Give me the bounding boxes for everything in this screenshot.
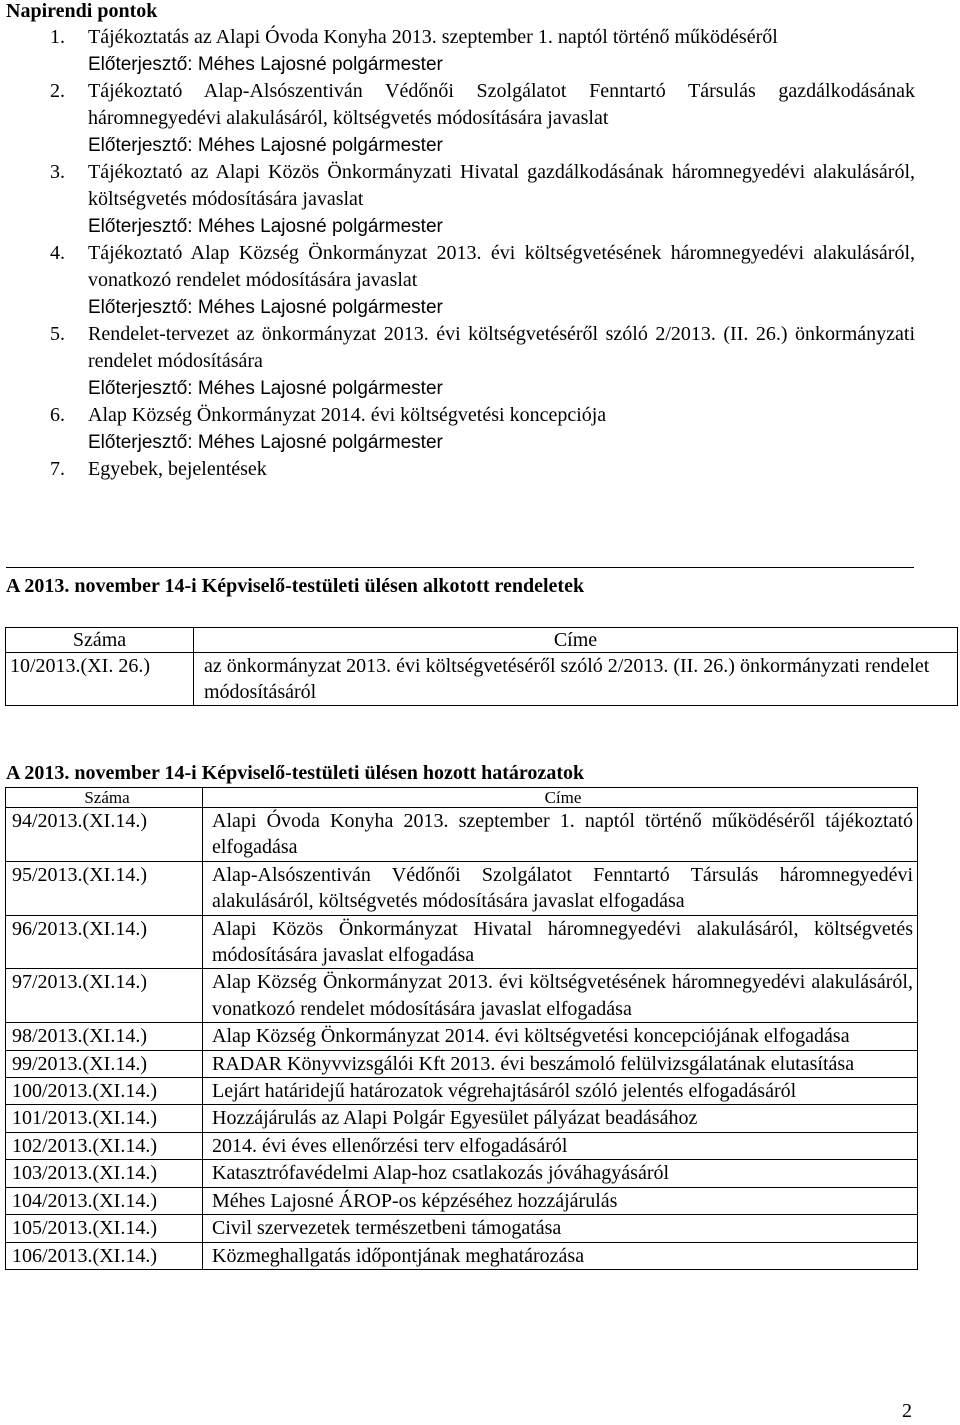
hatarozat-title: Civil szervezetek természetbeni támogatása	[203, 1215, 918, 1242]
hatarozat-number: 97/2013.(XI.14.)	[6, 969, 203, 1023]
agenda-item	[0, 78, 915, 159]
column-header-number: Száma	[6, 628, 194, 653]
hatarozat-number: 99/2013.(XI.14.)	[6, 1050, 203, 1077]
hatarozat-title: Alap-Alsószentiván Védőnői Szolgálatot Fenntartó Társulás háromnegyedévi alakulásáról, költségvetés módosítására javaslat elfogadása	[203, 861, 918, 915]
agenda-presenter: Előterjesztő: Méhes Lajosné polgármester	[88, 135, 443, 156]
agenda-title: Tájékoztató Alap Község Önkormányzat 2013. évi költségvetésének háromnegyedévi alakulásáról, vonatkozó rendelet módosítására javaslat	[88, 242, 915, 291]
agenda-title: Egyebek, bejelentések	[88, 458, 267, 480]
table-row	[6, 1050, 918, 1077]
rendeletek-heading: A 2013. november 14-i Képviselő-testületi ülésen alkotott rendeletek	[6, 575, 585, 597]
agenda-item	[0, 24, 915, 78]
hatarozat-number: 106/2013.(XI.14.)	[6, 1242, 203, 1269]
hatarozat-title: 2014. évi éves ellenőrzési terv elfogadásáról	[203, 1132, 918, 1159]
agenda-title: Tájékoztató Alap-Alsószentiván Védőnői Szolgálatot Fenntartó Társulás gazdálkodásának háromnegyedévi alakulásáról, költségvetés módosítására javaslat	[88, 80, 915, 129]
agenda-presenter: Előterjesztő: Méhes Lajosné polgármester	[88, 432, 443, 453]
hatarozat-title: Alapi Óvoda Konyha 2013. szeptember 1. naptól történő működéséről tájékoztató elfogadása	[203, 808, 918, 862]
hatarozat-title: Hozzájárulás az Alapi Polgár Egyesület pályázat beadásához	[203, 1105, 918, 1132]
hatarozatok-heading: A 2013. november 14-i Képviselő-testületi ülésen hozott határozatok	[6, 762, 585, 784]
agenda-number: 5.	[50, 323, 65, 345]
hatarozat-number: 94/2013.(XI.14.)	[6, 808, 203, 862]
table-row	[6, 861, 918, 915]
hatarozat-title: Katasztrófavédelmi Alap-hoz csatlakozás jóváhagyásáról	[203, 1160, 918, 1187]
agenda-presenter: Előterjesztő: Méhes Lajosné polgármester	[88, 378, 443, 399]
agenda-title: Alap Község Önkormányzat 2014. évi költségvetési koncepciója	[88, 404, 607, 426]
table-row	[6, 915, 918, 969]
hatarozat-number: 96/2013.(XI.14.)	[6, 915, 203, 969]
agenda-number: 1.	[50, 26, 65, 48]
agenda-number: 7.	[50, 458, 65, 480]
table-row	[6, 1132, 918, 1159]
rendelet-title: az önkormányzat 2013. évi költségvetéséről szóló 2/2013. (II. 26.) önkormányzati rendelet módosításáról	[194, 653, 958, 706]
table-row	[6, 653, 958, 706]
table-header-row	[6, 788, 918, 808]
agenda-number: 6.	[50, 404, 65, 426]
hatarozat-title: Alap Község Önkormányzat 2013. évi költségvetésének háromnegyedévi alakulásáról, vonatkozó rendelet módosítására javaslat elfogadása	[203, 969, 918, 1023]
table-row	[6, 808, 918, 862]
hatarozat-number: 103/2013.(XI.14.)	[6, 1160, 203, 1187]
agenda-item	[0, 402, 915, 456]
agenda-number: 4.	[50, 242, 65, 264]
hatarozat-number: 105/2013.(XI.14.)	[6, 1215, 203, 1242]
agenda-item	[0, 240, 915, 321]
agenda-item	[0, 159, 915, 240]
agenda-heading: Napirendi pontok	[6, 0, 158, 22]
table-row	[6, 1215, 918, 1242]
section-divider	[6, 567, 914, 568]
agenda-title: Tájékoztatás az Alapi Óvoda Konyha 2013. szeptember 1. naptól történő működéséről	[88, 26, 778, 48]
agenda-list	[0, 24, 915, 483]
page-number: 2	[902, 1400, 912, 1422]
agenda-title: Rendelet-tervezet az önkormányzat 2013. évi költségvetéséről szóló 2/2013. (II. 26.) önkormányzati rendelet módosítására	[88, 323, 915, 372]
agenda-title: Tájékoztató az Alapi Közös Önkormányzati Hivatal gazdálkodásának háromnegyedévi alakulásáról, költségvetés módosítására javaslat	[88, 161, 915, 210]
agenda-item	[0, 321, 915, 402]
agenda-presenter: Előterjesztő: Méhes Lajosné polgármester	[88, 216, 443, 237]
table-row	[6, 1242, 918, 1269]
hatarozat-title: Alap Község Önkormányzat 2014. évi költségvetési koncepciójának elfogadása	[203, 1023, 918, 1050]
hatarozat-title: Méhes Lajosné ÁROP-os képzéséhez hozzájárulás	[203, 1187, 918, 1214]
table-row	[6, 1187, 918, 1214]
table-row	[6, 1078, 918, 1105]
table-header-row	[6, 628, 958, 653]
agenda-item	[0, 456, 915, 483]
agenda-number: 3.	[50, 161, 65, 183]
hatarozat-number: 104/2013.(XI.14.)	[6, 1187, 203, 1214]
table-row	[6, 969, 918, 1023]
hatarozat-title: Közmeghallgatás időpontjának meghatározása	[203, 1242, 918, 1269]
column-header-title: Címe	[203, 788, 918, 808]
agenda-presenter: Előterjesztő: Méhes Lajosné polgármester	[88, 54, 443, 75]
table-row	[6, 1023, 918, 1050]
hatarozat-title: Lejárt határidejű határozatok végrehajtásáról szóló jelentés elfogadásáról	[203, 1078, 918, 1105]
hatarozat-number: 100/2013.(XI.14.)	[6, 1078, 203, 1105]
hatarozat-number: 101/2013.(XI.14.)	[6, 1105, 203, 1132]
rendeletek-table	[5, 627, 958, 706]
table-row	[6, 1105, 918, 1132]
hatarozat-title: Alapi Közös Önkormányzat Hivatal háromnegyedévi alakulásáról, költségvetés módosítására javaslat elfogadása	[203, 915, 918, 969]
hatarozat-number: 102/2013.(XI.14.)	[6, 1132, 203, 1159]
agenda-presenter: Előterjesztő: Méhes Lajosné polgármester	[88, 297, 443, 318]
rendelet-number: 10/2013.(XI. 26.)	[6, 653, 194, 706]
hatarozat-title: RADAR Könyvvizsgálói Kft 2013. évi beszámoló felülvizsgálatának elutasítása	[203, 1050, 918, 1077]
hatarozat-number: 95/2013.(XI.14.)	[6, 861, 203, 915]
hatarozat-number: 98/2013.(XI.14.)	[6, 1023, 203, 1050]
column-header-title: Címe	[194, 628, 958, 653]
hatarozatok-table	[5, 787, 918, 1270]
table-row	[6, 1160, 918, 1187]
agenda-number: 2.	[50, 80, 65, 102]
column-header-number: Száma	[6, 788, 203, 808]
